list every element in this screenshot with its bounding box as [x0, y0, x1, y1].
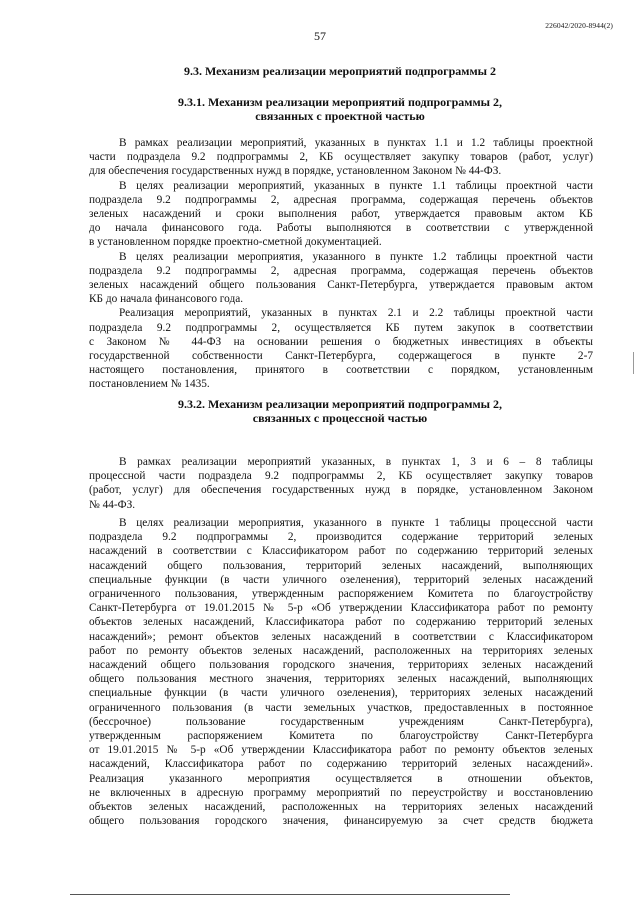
paragraph-line: не включенных в адресную программу мероприятий по переустройству и восстановлению	[89, 786, 593, 799]
paragraph-line: специальные функции (в части уличного озеленения), территориях зеленых насаждений	[89, 687, 593, 700]
paragraph-line: ограниченного пользования (в части земельных участков, предоставленных в постоянное	[89, 701, 593, 714]
scan-edge-mark	[633, 352, 634, 374]
paragraph-5	[89, 455, 593, 512]
paragraph-line: В целях реализации мероприятия, указанного в пункте 1.2 таблицы проектной части	[119, 250, 593, 263]
paragraph-line: В целях реализации мероприятий, указанных в пункте 1.1 таблицы проектной части	[119, 179, 593, 192]
paragraph-line: специальные функции (в части уличного озеленения), территорий зеленых насаждений	[89, 573, 593, 586]
paragraph-line: насаждений общего пользования, территорий зеленых насаждений, выполняющих	[89, 559, 593, 572]
paragraph-line: Санкт-Петербурга от 19.01.2015 № 5-р «Об утверждении Классификатора работ по ремонту	[89, 602, 593, 615]
paragraph-line: общего пользования городского значения, финансируемую за счет средств бюджета	[89, 815, 593, 828]
paragraph-line: (бессрочное) пользование государственным учреждениям Санкт-Петербурга),	[89, 715, 593, 728]
paragraph-line: В рамках реализации мероприятий, указанных в пунктах 1.1 и 1.2 таблицы проектной	[119, 137, 593, 149]
paragraph-line: ограниченного пользования, утвержденным распоряжением Комитета по благоустройству	[89, 588, 593, 601]
paragraph-line: части подраздела 9.2 подпрограммы 2, КБ осуществляет закупку товаров (работ, услуг)	[89, 151, 593, 164]
paragraph-line: объектов зеленых насаждений, расположенных на территориях зеленых насаждений	[89, 801, 593, 814]
paragraph-1	[89, 136, 593, 392]
paragraph-line: подраздела 9.2 подпрограммы 2, адресная программа, содержащая перечень объектов	[89, 193, 593, 206]
subsection-heading-9-3-2-line2: связанных с процессной частью	[252, 411, 428, 425]
subsection-heading-9-3-1-line2: связанных с проектной частью	[255, 109, 425, 123]
paragraph-6	[89, 516, 593, 828]
paragraph-line: для обеспечения государственных нужд в порядке, установленном Законом № 44-ФЗ.	[89, 165, 502, 178]
paragraph-line: насаждений, Классификатора работ по содержанию территорий зеленых насаждений».	[89, 758, 593, 771]
paragraph-line: в установленном порядке проектно-сметной документацией.	[89, 236, 382, 249]
paragraph-line: от 19.01.2015 № 5-р «Об утверждении Классификатора работ по ремонту объектов зеленых	[89, 744, 593, 757]
paragraph-line: до начала финансового года. Работы выполняются в соответствии с утвержденной	[89, 222, 593, 235]
paragraph-line: зеленых насаждений общего пользования Санкт-Петербурга, утверждается правовым актом	[89, 279, 593, 292]
paragraph-line: насаждений»; ремонт объектов зеленых насаждений в соответствии с Классификатором	[89, 630, 593, 643]
paragraph-line: (работ, услуг) для обеспечения государственных нужд в порядке, установленном Законом	[89, 484, 593, 497]
paragraph-line: работ по ремонту объектов зеленых насаждений, расположенных на территориях зеленых	[89, 644, 593, 657]
paragraph-line: постановлением № 1435.	[89, 378, 210, 391]
paragraph-line: общего пользования местного значения, территориях зеленых насаждений, выполняющих	[89, 673, 593, 686]
paragraph-line: подраздела 9.2 подпрограммы 2, адресная программа, содержащая перечень объектов	[89, 264, 593, 277]
paragraph-line: насаждений общего пользования городского значения, территориях зеленых насаждений	[89, 659, 593, 672]
paragraph-line: В целях реализации мероприятия, указанного в пункте 1 таблицы процессной части	[119, 517, 593, 529]
subsection-heading-9-3-1-line1: 9.3.1. Механизм реализации мероприятий подпрограммы 2,	[177, 95, 503, 109]
paragraph-line: Реализация указанного мероприятия осуществляется в отношении объектов,	[89, 772, 593, 785]
paragraph-line: с Законом № 44-ФЗ на основании решения о бюджетных инвестициях в объекты	[89, 335, 593, 348]
paragraph-line: Реализация мероприятий, указанных в пунктах 2.1 и 2.2 таблицы проектной части	[119, 307, 593, 320]
paragraph-line: КБ до начала финансового года.	[89, 293, 244, 306]
subsection-heading-9-3-1	[60, 95, 620, 123]
paragraph-line: подраздела 9.2 подпрограммы 2, осуществляется КБ путем закупок в соответствии	[89, 321, 593, 334]
subsection-heading-9-3-2-line1: 9.3.2. Механизм реализации мероприятий подпрограммы 2,	[177, 397, 503, 411]
paragraph-line: В рамках реализации мероприятий указанных, в пунктах 1, 3 и 6 – 8 таблицы	[119, 456, 593, 468]
paragraph-line: зеленых насаждений и сроки выполнения работ, утверждается правовым актом КБ	[89, 208, 593, 221]
document-registration-code: 226042/2020-8944(2)	[545, 21, 613, 30]
section-heading-9-3: 9.3. Механизм реализации мероприятий подпрограммы 2	[183, 64, 497, 78]
subsection-heading-9-3-2	[60, 397, 620, 425]
bottom-scan-line	[70, 894, 510, 895]
paragraph-line: № 44-ФЗ.	[89, 498, 136, 511]
paragraph-line: подраздела 9.2 подпрограммы 2, производится содержание территорий зеленых	[89, 531, 593, 544]
paragraph-line: насаждений в соответствии с Классификатором работ по содержанию территорий зеленых	[89, 545, 593, 558]
paragraph-line: процессной части подраздела 9.2 подпрограммы 2, КБ осуществляет закупку товаров	[89, 470, 593, 483]
page-number: 57	[314, 29, 326, 43]
paragraph-line: настоящего постановления, принятого в соответствии с порядком, установленным	[89, 364, 593, 377]
paragraph-line: утвержденным распоряжением Комитета по благоустройству Санкт-Петербурга	[89, 730, 593, 743]
paragraph-line: государственной собственности Санкт-Петербурга, содержащегося в пункте 2-7	[89, 350, 593, 363]
paragraph-line: объектов зеленых насаждений, Классификатора работ по содержанию территорий зеленых	[89, 616, 593, 629]
